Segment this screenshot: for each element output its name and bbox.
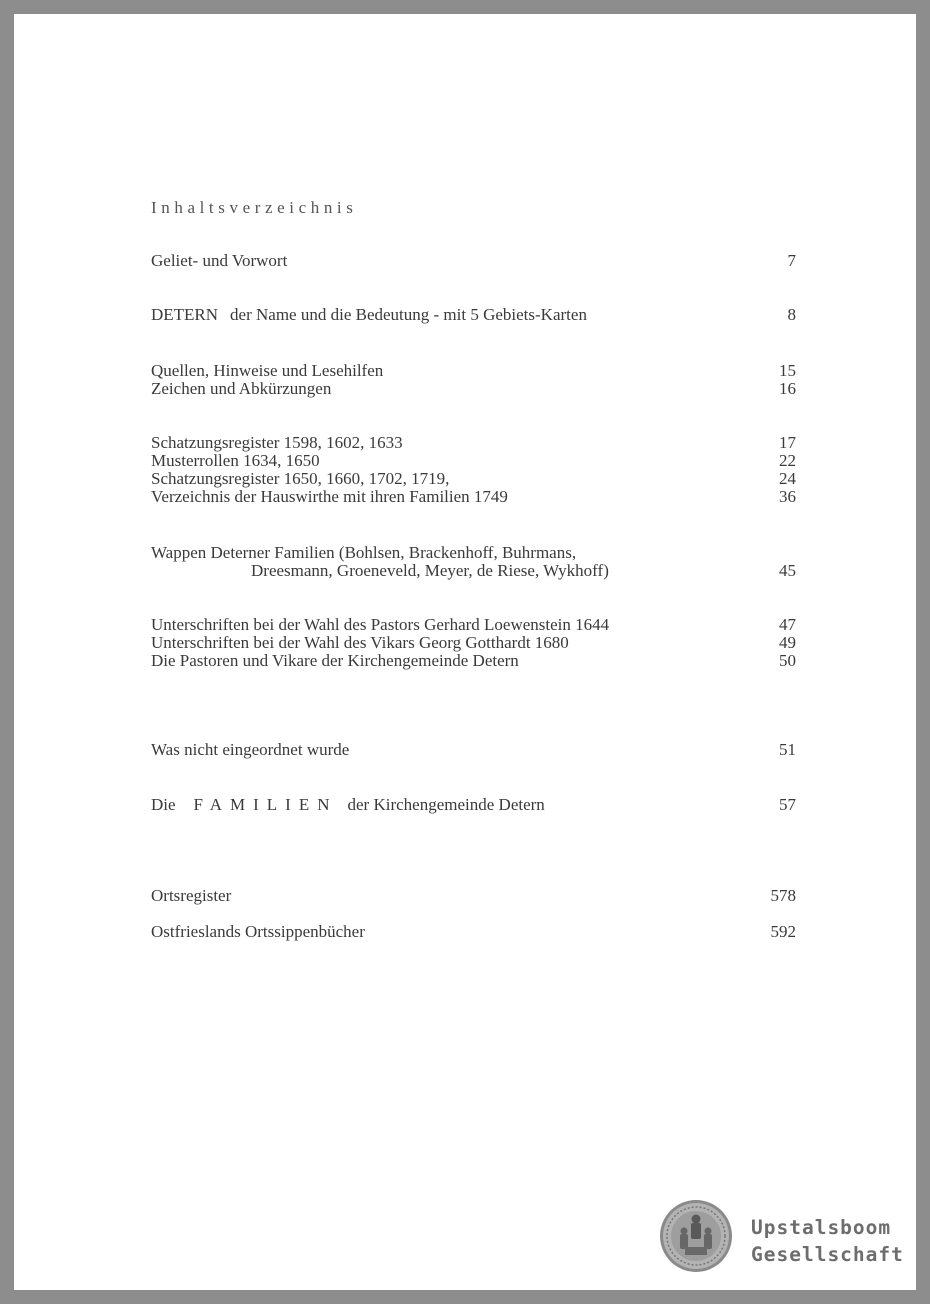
toc-entry [151, 362, 796, 380]
toc-entry [151, 739, 796, 761]
toc-entry [151, 616, 796, 634]
toc-entry-title: Geliet- und Vorwort [151, 251, 288, 270]
toc-entry-page: 592 [770, 922, 796, 941]
society-logo-text [751, 1214, 904, 1268]
toc-entry-title-line2: Dreesmann, Groeneveld, Meyer, de Riese, Wykhoff) [251, 561, 609, 580]
toc-entry-title: Ortsregister [151, 886, 232, 905]
toc-entry-page: 50 [779, 651, 796, 670]
toc-entry-page: 45 [779, 561, 796, 580]
toc-entry-page: 36 [779, 487, 796, 506]
toc-entry-title: Ostfrieslands Ortssippenbücher [151, 922, 365, 941]
toc-entry [151, 634, 796, 652]
toc-entry [151, 250, 796, 272]
toc-entry-title: Die Pastoren und Vikare der Kirchengemeinde Detern [151, 651, 519, 670]
page-title: Inhaltsverzeichnis [151, 198, 358, 217]
toc-entry-title-prefix: DETERN [151, 305, 219, 324]
toc-entry-title: Unterschriften bei der Wahl des Vikars Georg Gotthardt 1680 [151, 633, 569, 652]
toc-entry-title: Verzeichnis der Hauswirthe mit ihren Familien 1749 [151, 487, 508, 506]
toc-entry-title: Musterrollen 1634, 1650 [151, 451, 320, 470]
toc-entry [151, 560, 796, 582]
toc-entry-title-suffix: der Name und die Bedeutung - mit 5 Gebiets-Karten [230, 305, 587, 324]
toc-entry [151, 470, 796, 488]
logo-line-2: Gesellschaft [751, 1243, 904, 1266]
toc-entry [151, 794, 796, 816]
toc-entry-page: 7 [787, 251, 796, 270]
toc-entry-title: Quellen, Hinweise und Lesehilfen [151, 361, 384, 380]
toc-entry-title: Schatzungsregister 1598, 1602, 1633 [151, 433, 403, 452]
toc-entry-page: 47 [779, 615, 796, 634]
toc-entry-page: 57 [779, 795, 796, 814]
toc-entry-title-suffix: der Kirchengemeinde Detern [347, 795, 545, 814]
toc-entry-title-line1: Wappen Deterner Familien (Bohlsen, Brackenhoff, Buhrmans, [151, 543, 577, 562]
toc-entry [151, 921, 796, 943]
toc-entry-page: 24 [779, 469, 796, 488]
toc-entry-page: 8 [787, 305, 796, 324]
toc-entry [151, 304, 796, 326]
toc-entry-page: 17 [779, 433, 796, 452]
toc-entry-title [151, 794, 545, 816]
toc-entry-title: Was nicht eingeordnet wurde [151, 740, 350, 759]
toc-entry [151, 434, 796, 452]
toc-entry-title: Unterschriften bei der Wahl des Pastors Gerhard Loewenstein 1644 [151, 615, 610, 634]
toc-entry [151, 452, 796, 470]
toc-entry-page: 16 [779, 379, 796, 398]
toc-entry [151, 488, 796, 506]
toc-entry-title-prefix: Die [151, 795, 176, 814]
document-page [14, 14, 916, 1290]
toc-entry-title: Schatzungsregister 1650, 1660, 1702, 1719, [151, 469, 450, 488]
toc-entry-page: 49 [779, 633, 796, 652]
toc-entry-page: 51 [779, 740, 796, 759]
toc-entry-page: 578 [770, 886, 796, 905]
toc-entry-page: 22 [779, 451, 796, 470]
toc-entry [151, 380, 796, 398]
toc-entry-title: Zeichen und Abkürzungen [151, 379, 332, 398]
toc-entry-title-spaced: FAMILIEN [193, 795, 338, 814]
toc-entry [151, 885, 796, 907]
seal-logo-icon [659, 1199, 733, 1273]
toc-entry-title [151, 304, 587, 326]
toc-entry-page: 15 [779, 361, 796, 380]
logo-line-1: Upstalsboom [751, 1216, 892, 1239]
toc-entry [151, 652, 796, 670]
